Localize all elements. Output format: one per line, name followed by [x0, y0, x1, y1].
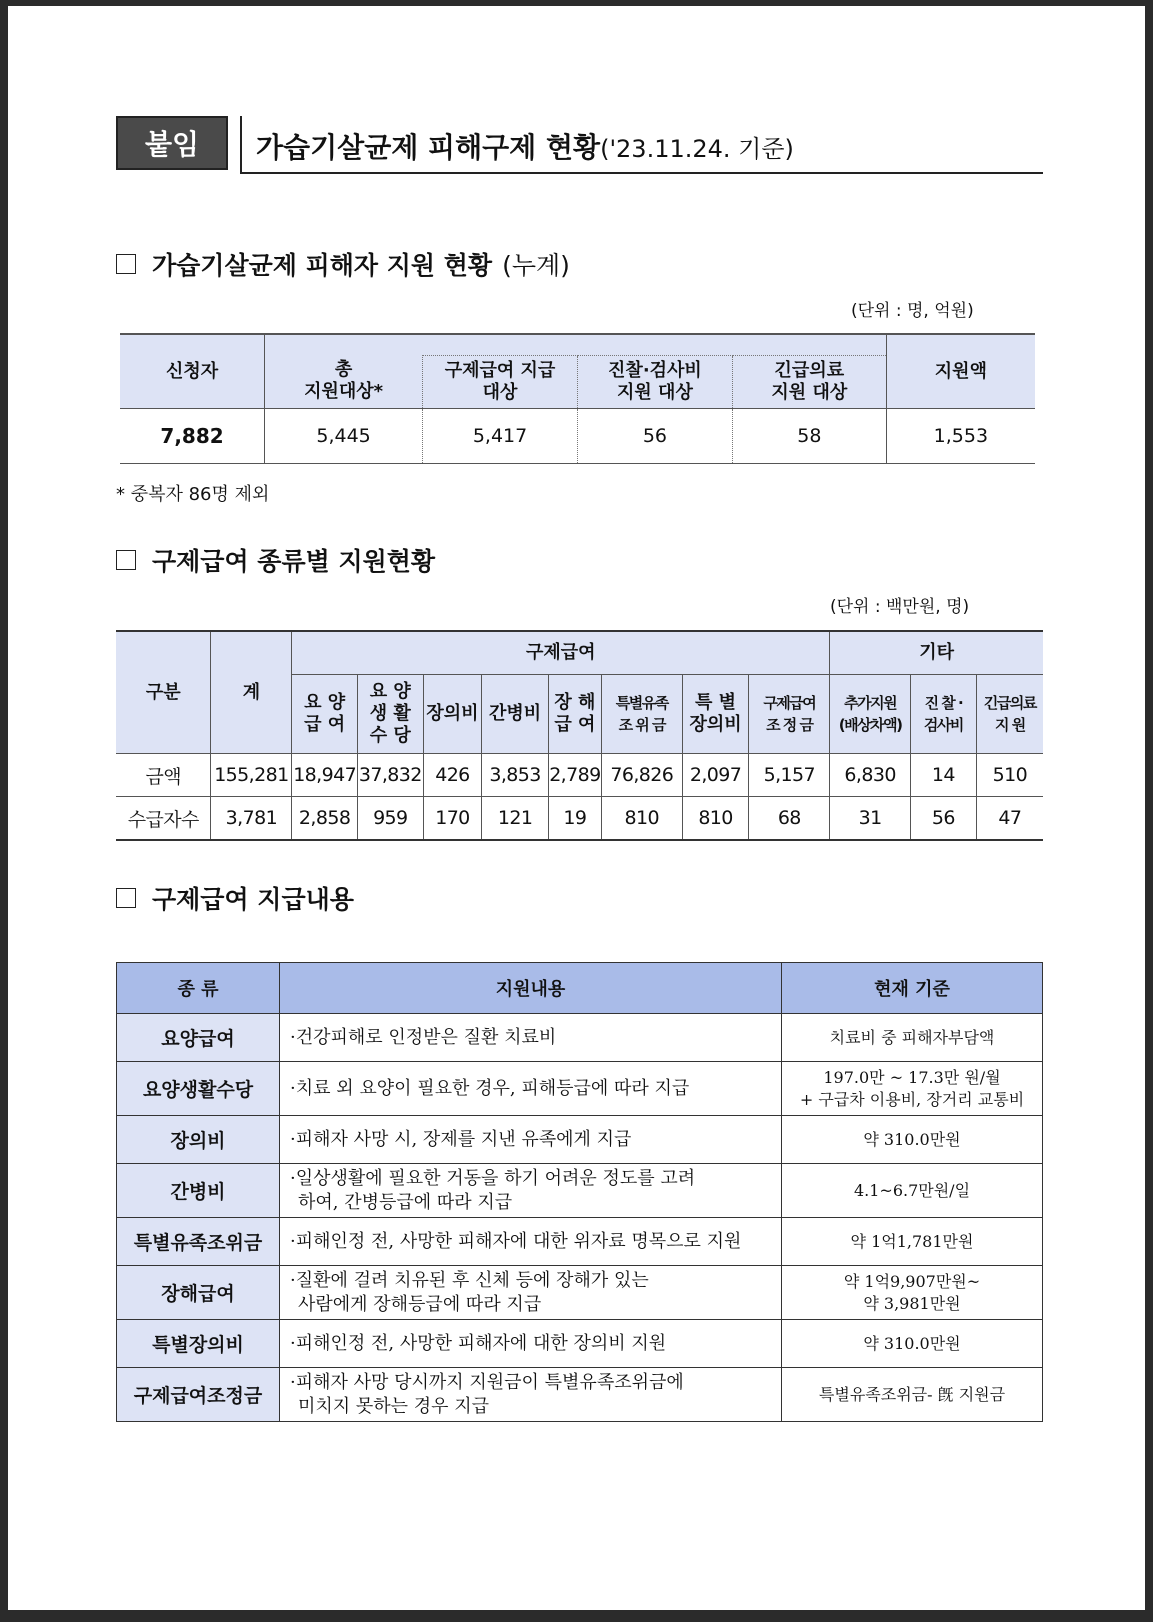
section2-unit: (단위 : 백만원, 명)	[830, 597, 970, 617]
table-cell: 2,858	[292, 797, 358, 841]
relief-type: 장의비	[117, 1116, 280, 1164]
document-page	[8, 6, 1145, 1610]
relief-type: 특별유족조위금	[117, 1218, 280, 1266]
subheader-col-10: 긴급의료 지 원	[976, 675, 1043, 754]
table-cell: 68	[749, 797, 830, 841]
table-cell: 510	[976, 754, 1043, 797]
relief-type: 요양급여	[117, 1014, 280, 1062]
header-applicants: 신청자	[120, 334, 265, 409]
header-exam: 진찰·검사비 지원 대상	[577, 356, 732, 409]
header-total: 계	[211, 631, 292, 754]
relief-standard: 197.0만 ~ 17.3만 원/월 + 구급차 이용비, 장거리 교통비	[782, 1062, 1043, 1116]
table-cell: 3,853	[482, 754, 549, 797]
header-underline	[240, 172, 1043, 174]
table-cell: 155,281	[211, 754, 292, 797]
table-cell: 47	[976, 797, 1043, 841]
relief-standard: 약 1억9,907만원~ 약 3,981만원	[782, 1266, 1043, 1320]
value-total-target: 5,445	[265, 409, 423, 464]
value-emergency: 58	[732, 409, 886, 464]
checkbox-square-icon	[116, 888, 136, 908]
header-category: 구분	[116, 631, 211, 754]
relief-type: 구제급여조정금	[117, 1368, 280, 1422]
relief-type: 간병비	[117, 1164, 280, 1218]
header-divider	[240, 116, 242, 174]
section1-paren: (누계)	[502, 251, 570, 280]
subheader-col-3: 간병비	[482, 675, 549, 754]
value-applicants: 7,882	[120, 409, 265, 464]
table-cell: 426	[423, 754, 482, 797]
section1-heading	[116, 246, 570, 282]
relief-standard: 치료비 중 피해자부담액	[782, 1014, 1043, 1062]
table-cell: 56	[911, 797, 977, 841]
subheader-col-8: 추가지원 (배상차액)	[830, 675, 911, 754]
relief-standard: 약 1억1,781만원	[782, 1218, 1043, 1266]
page-title-date: ('23.11.24. 기준)	[600, 135, 794, 163]
section1-title: 가습기살균제 피해자 지원 현황	[152, 251, 493, 280]
table-row	[117, 1368, 1043, 1422]
relief-type: 특별장의비	[117, 1320, 280, 1368]
relief-content: ·피해인정 전, 사망한 피해자에 대한 장의비 지원	[280, 1320, 782, 1368]
subheader-col-1: 요 양 생 활 수 당	[357, 675, 423, 754]
table-cell: 3,781	[211, 797, 292, 841]
relief-content: ·질환에 걸려 치유된 후 신체 등에 장해가 있는 사람에게 장해등급에 따라 지급	[280, 1266, 782, 1320]
relief-content-body	[117, 1014, 1043, 1422]
subheader-col-0: 요 양 급 여	[292, 675, 358, 754]
relief-content: ·일상생활에 필요한 거동을 하기 어려운 정도를 고려 하여, 간병등급에 따라 지급	[280, 1164, 782, 1218]
relief-standard: 4.1~6.7만원/일	[782, 1164, 1043, 1218]
relief-table-body	[116, 754, 1043, 841]
table-cell: 14	[911, 754, 977, 797]
row-label: 금액	[116, 754, 211, 797]
relief-by-type-table	[116, 630, 1043, 841]
table-cell: 31	[830, 797, 911, 841]
page-title-main: 가습기살균제 피해구제 현황	[256, 131, 601, 164]
header-relief: 구제급여 지급 대상	[423, 356, 578, 409]
table-cell: 959	[357, 797, 423, 841]
relief-content: ·피해인정 전, 사망한 피해자에 대한 위자료 명목으로 지원	[280, 1218, 782, 1266]
header-total-target: 총 지원대상*	[265, 334, 423, 409]
attachment-badge: 붙임	[116, 116, 228, 170]
section3-title: 구제급여 지급내용	[152, 885, 354, 914]
table-row	[117, 1014, 1043, 1062]
table-row	[117, 1164, 1043, 1218]
table-cell: 18,947	[292, 754, 358, 797]
relief-content: ·치료 외 요양이 필요한 경우, 피해등급에 따라 지급	[280, 1062, 782, 1116]
relief-standard: 약 310.0만원	[782, 1320, 1043, 1368]
table-cell: 37,832	[357, 754, 423, 797]
subheader-col-5: 특별유족 조 위 금	[601, 675, 682, 754]
relief-content: ·건강피해로 인정받은 질환 치료비	[280, 1014, 782, 1062]
table-row	[117, 1266, 1043, 1320]
relief-content: ·피해자 사망 당시까지 지원금이 특별유족조위금에 미치지 못하는 경우 지급	[280, 1368, 782, 1422]
table-row	[117, 1218, 1043, 1266]
header-spacer	[423, 334, 887, 356]
relief-type: 장해급여	[117, 1266, 280, 1320]
relief-content: ·피해자 사망 시, 장제를 지낸 유족에게 지급	[280, 1116, 782, 1164]
table-cell: 2,789	[548, 754, 601, 797]
header-emergency: 긴급의료 지원 대상	[732, 356, 886, 409]
subheader-col-6: 특 별 장의비	[682, 675, 749, 754]
relief-standard: 약 310.0만원	[782, 1116, 1043, 1164]
section2-title: 구제급여 종류별 지원현황	[152, 547, 436, 576]
header-content: 지원내용	[280, 963, 782, 1014]
table-row	[117, 1116, 1043, 1164]
table-cell: 121	[482, 797, 549, 841]
header-group-relief: 구제급여	[292, 631, 830, 675]
table-cell: 170	[423, 797, 482, 841]
table-cell: 810	[682, 797, 749, 841]
table-cell: 6,830	[830, 754, 911, 797]
value-relief: 5,417	[423, 409, 578, 464]
checkbox-square-icon	[116, 254, 136, 274]
table-cell: 810	[601, 797, 682, 841]
subheader-col-2: 장의비	[423, 675, 482, 754]
header-group-other: 기타	[830, 631, 1043, 675]
table-row	[116, 754, 1043, 797]
footnote: * 중복자 86명 제외	[116, 484, 270, 505]
header-amount: 지원액	[886, 334, 1035, 409]
subheader-col-7: 구제급여 조 정 금	[749, 675, 830, 754]
table-cell: 5,157	[749, 754, 830, 797]
page-title	[256, 126, 794, 166]
value-amount: 1,553	[886, 409, 1035, 464]
support-status-table	[120, 333, 1035, 464]
relief-standard: 특별유족조위금- 旣 지원금	[782, 1368, 1043, 1422]
table-cell: 19	[548, 797, 601, 841]
subheader-col-9: 진 찰 · 검사비	[911, 675, 977, 754]
section1-unit: (단위 : 명, 억원)	[851, 301, 974, 321]
section2-heading	[116, 542, 435, 578]
table-row	[116, 797, 1043, 841]
document-header	[116, 112, 1043, 178]
value-exam: 56	[577, 409, 732, 464]
header-standard: 현재 기준	[782, 963, 1043, 1014]
checkbox-square-icon	[116, 550, 136, 570]
relief-type: 요양생활수당	[117, 1062, 280, 1116]
subheader-col-4: 장 해 급 여	[548, 675, 601, 754]
row-label: 수급자수	[116, 797, 211, 841]
table-cell: 2,097	[682, 754, 749, 797]
header-type: 종 류	[117, 963, 280, 1014]
section3-heading	[116, 880, 354, 916]
table-row	[117, 1320, 1043, 1368]
table-row	[117, 1062, 1043, 1116]
relief-content-table	[116, 962, 1043, 1422]
table-cell: 76,826	[601, 754, 682, 797]
